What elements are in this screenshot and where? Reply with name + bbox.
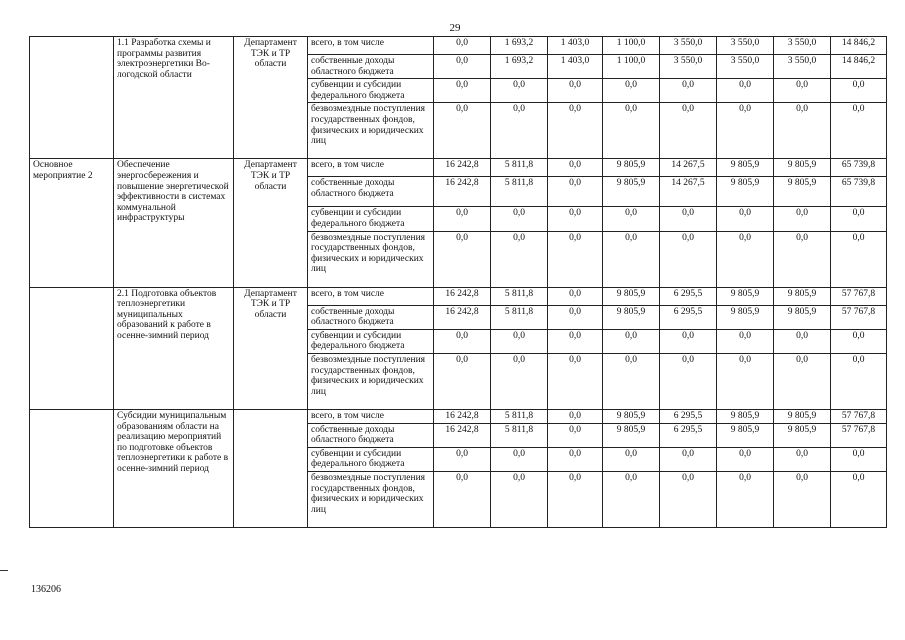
funding-source-cell: всего, в том числе [308,287,434,305]
amount-cell: 0,0 [603,231,660,287]
amount-cell: 0,0 [548,159,603,177]
amount-cell: 0,0 [434,329,491,353]
amount-cell: 0,0 [660,329,717,353]
amount-cell: 0,0 [548,447,603,471]
amount-cell: 0,0 [717,231,774,287]
amount-cell: 0,0 [717,471,774,527]
amount-cell: 0,0 [660,103,717,159]
amount-cell: 0,0 [548,287,603,305]
amount-cell: 0,0 [548,471,603,527]
funding-source-cell: субвенции и субсидии федерального бюджета [308,79,434,103]
amount-cell: 1 693,2 [491,37,548,55]
amount-cell: 9 805,9 [603,177,660,207]
amount-cell: 9 805,9 [774,159,831,177]
table-row [30,159,887,177]
amount-cell: 0,0 [491,231,548,287]
amount-cell: 9 805,9 [603,305,660,329]
responsible-executor-cell [234,409,308,527]
amount-cell: 1 403,0 [548,55,603,79]
amount-cell: 6 295,5 [660,305,717,329]
amount-cell: 0,0 [774,207,831,231]
amount-cell: 0,0 [434,79,491,103]
amount-cell: 9 805,9 [717,409,774,423]
amount-cell: 14 267,5 [660,159,717,177]
measure-cell [30,37,114,159]
amount-cell: 3 550,0 [717,55,774,79]
amount-cell: 5 811,8 [491,423,548,447]
amount-cell: 57 767,8 [831,423,887,447]
amount-cell: 3 550,0 [717,37,774,55]
funding-source-cell: всего, в том числе [308,37,434,55]
activity-name-cell: 2.1 Подготовка объектов теплоэнергетики муниципальных образований к работе в осенне-зимний период [114,287,234,409]
amount-cell: 0,0 [603,329,660,353]
activity-name-cell: Обеспечение энергосбережения и повышение энергетической эффективности в системах коммунальной инфраструктуры [114,159,234,287]
amount-cell: 1 100,0 [603,37,660,55]
amount-cell: 0,0 [660,231,717,287]
amount-cell: 0,0 [434,55,491,79]
amount-cell: 0,0 [548,305,603,329]
amount-cell: 16 242,8 [434,287,491,305]
amount-cell: 0,0 [434,37,491,55]
amount-cell: 9 805,9 [717,159,774,177]
amount-cell: 3 550,0 [774,37,831,55]
amount-cell: 6 295,5 [660,423,717,447]
amount-cell: 9 805,9 [774,177,831,207]
amount-cell: 0,0 [660,353,717,409]
amount-cell: 9 805,9 [603,287,660,305]
amount-cell: 0,0 [774,103,831,159]
amount-cell: 5 811,8 [491,287,548,305]
amount-cell: 3 550,0 [774,55,831,79]
amount-cell: 0,0 [603,103,660,159]
amount-cell: 0,0 [717,447,774,471]
amount-cell: 14 267,5 [660,177,717,207]
amount-cell: 0,0 [491,447,548,471]
amount-cell: 0,0 [831,447,887,471]
amount-cell: 0,0 [831,207,887,231]
measure-cell [30,287,114,409]
amount-cell: 0,0 [774,79,831,103]
amount-cell: 0,0 [491,353,548,409]
amount-cell: 0,0 [603,447,660,471]
amount-cell: 5 811,8 [491,409,548,423]
amount-cell: 65 739,8 [831,159,887,177]
measure-cell [30,409,114,527]
funding-source-cell: собственные доходы областного бюджета [308,423,434,447]
funding-source-cell: всего, в том числе [308,409,434,423]
amount-cell: 0,0 [717,329,774,353]
amount-cell: 57 767,8 [831,409,887,423]
amount-cell: 9 805,9 [603,159,660,177]
activity-name-cell: 1.1 Разработка схемы и программы развития электроэнергетики Во-логодской области [114,37,234,159]
funding-source-cell: безвозмездные поступления государственных фондов, физических и юридических лиц [308,231,434,287]
table-row [30,37,887,55]
funding-source-cell: безвозмездные поступления государственных фондов, физических и юридических лиц [308,103,434,159]
amount-cell: 5 811,8 [491,159,548,177]
amount-cell: 3 550,0 [660,37,717,55]
measure-cell: Основное мероприятие 2 [30,159,114,287]
amount-cell: 6 295,5 [660,409,717,423]
amount-cell: 0,0 [660,447,717,471]
amount-cell: 0,0 [548,423,603,447]
amount-cell: 1 403,0 [548,37,603,55]
funding-source-cell: безвозмездные поступления государственных фондов, физических и юридических лиц [308,471,434,527]
amount-cell: 0,0 [434,231,491,287]
amount-cell: 16 242,8 [434,305,491,329]
amount-cell: 9 805,9 [774,305,831,329]
amount-cell: 0,0 [774,447,831,471]
table-row [30,409,887,423]
amount-cell: 5 811,8 [491,305,548,329]
amount-cell: 0,0 [831,231,887,287]
amount-cell: 3 550,0 [660,55,717,79]
amount-cell: 0,0 [603,353,660,409]
amount-cell: 9 805,9 [774,423,831,447]
amount-cell: 9 805,9 [717,177,774,207]
funding-source-cell: субвенции и субсидии федерального бюджета [308,207,434,231]
amount-cell: 0,0 [774,353,831,409]
amount-cell: 16 242,8 [434,177,491,207]
amount-cell: 0,0 [717,79,774,103]
amount-cell: 0,0 [831,79,887,103]
footer-code: 136206 [31,584,61,595]
amount-cell: 9 805,9 [717,305,774,329]
amount-cell: 0,0 [717,207,774,231]
amount-cell: 14 846,2 [831,55,887,79]
amount-cell: 0,0 [831,103,887,159]
amount-cell: 0,0 [434,103,491,159]
amount-cell: 0,0 [548,79,603,103]
amount-cell: 0,0 [831,353,887,409]
amount-cell: 0,0 [660,79,717,103]
responsible-executor-cell: Департамент ТЭК и ТР области [234,287,308,409]
amount-cell: 0,0 [660,207,717,231]
margin-mark [0,570,8,571]
table-row [30,287,887,305]
amount-cell: 0,0 [434,207,491,231]
amount-cell: 0,0 [603,79,660,103]
funding-source-cell: всего, в том числе [308,159,434,177]
amount-cell: 16 242,8 [434,159,491,177]
amount-cell: 0,0 [491,471,548,527]
amount-cell: 16 242,8 [434,409,491,423]
amount-cell: 0,0 [774,329,831,353]
amount-cell: 0,0 [434,447,491,471]
amount-cell: 9 805,9 [603,423,660,447]
amount-cell: 0,0 [831,471,887,527]
amount-cell: 0,0 [491,79,548,103]
amount-cell: 0,0 [491,329,548,353]
amount-cell: 0,0 [717,103,774,159]
amount-cell: 9 805,9 [774,409,831,423]
amount-cell: 9 805,9 [717,287,774,305]
responsible-executor-cell: Департамент ТЭК и ТР области [234,37,308,159]
amount-cell: 0,0 [603,207,660,231]
amount-cell: 14 846,2 [831,37,887,55]
amount-cell: 57 767,8 [831,305,887,329]
activity-name-cell: Субсидии муниципальным образованиям области на реализацию мероприятий по подготовке объектов теплоэнергетики к работе в осенне-зимний период [114,409,234,527]
amount-cell: 0,0 [548,409,603,423]
amount-cell: 0,0 [660,471,717,527]
amount-cell: 0,0 [434,471,491,527]
amount-cell: 0,0 [548,103,603,159]
responsible-executor-cell: Департамент ТЭК и ТР области [234,159,308,287]
amount-cell: 9 805,9 [717,423,774,447]
amount-cell: 1 693,2 [491,55,548,79]
amount-cell: 0,0 [717,353,774,409]
funding-source-cell: собственные доходы областного бюджета [308,177,434,207]
amount-cell: 0,0 [548,177,603,207]
amount-cell: 1 100,0 [603,55,660,79]
amount-cell: 0,0 [548,207,603,231]
amount-cell: 0,0 [548,231,603,287]
amount-cell: 5 811,8 [491,177,548,207]
budget-table [29,36,887,528]
amount-cell: 65 739,8 [831,177,887,207]
amount-cell: 0,0 [774,471,831,527]
amount-cell: 0,0 [548,329,603,353]
amount-cell: 16 242,8 [434,423,491,447]
amount-cell: 0,0 [491,207,548,231]
funding-source-cell: собственные доходы областного бюджета [308,55,434,79]
funding-source-cell: собственные доходы областного бюджета [308,305,434,329]
amount-cell: 0,0 [774,231,831,287]
amount-cell: 0,0 [603,471,660,527]
funding-source-cell: субвенции и субсидии федерального бюджета [308,329,434,353]
amount-cell: 6 295,5 [660,287,717,305]
amount-cell: 0,0 [831,329,887,353]
amount-cell: 0,0 [548,353,603,409]
amount-cell: 0,0 [434,353,491,409]
amount-cell: 0,0 [491,103,548,159]
amount-cell: 9 805,9 [774,287,831,305]
funding-source-cell: субвенции и субсидии федерального бюджета [308,447,434,471]
amount-cell: 57 767,8 [831,287,887,305]
funding-source-cell: безвозмездные поступления государственных фондов, физических и юридических лиц [308,353,434,409]
amount-cell: 9 805,9 [603,409,660,423]
page-number: 29 [449,22,461,34]
